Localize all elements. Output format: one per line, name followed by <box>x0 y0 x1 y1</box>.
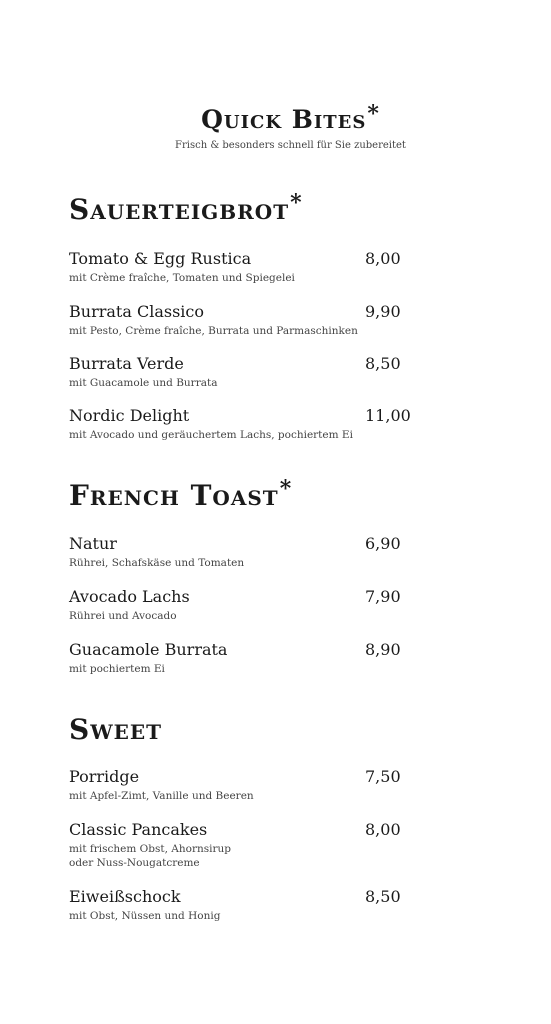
menu-header <box>0 101 551 151</box>
section-title: Sauerteigbrot* <box>69 190 303 226</box>
title-asterisk: * <box>367 101 380 127</box>
page-subtitle: Frisch & besonders schnell für Sie zubereitet <box>175 140 406 151</box>
item-description: Rührei, Schafskäse und Tomaten <box>69 557 245 569</box>
item-description: mit frischem Obst, Ahornsirup oder Nuss-Nougatcreme <box>69 843 231 869</box>
item-name: Guacamole Burrata <box>69 640 228 659</box>
item-name: Tomato & Egg Rustica <box>69 249 252 268</box>
item-price: 7,90 <box>365 587 401 606</box>
menu-item <box>69 820 409 870</box>
menu-item <box>69 406 409 442</box>
item-price: 8,00 <box>365 249 401 268</box>
menu-item <box>69 767 409 803</box>
item-name: Classic Pancakes <box>69 820 208 839</box>
menu-item <box>69 249 409 285</box>
section-asterisk: * <box>279 476 293 502</box>
item-price: 11,00 <box>365 406 411 425</box>
item-price: 9,90 <box>365 302 401 321</box>
item-price: 8,50 <box>365 354 401 373</box>
section-sweet <box>69 713 409 922</box>
section-french-toast <box>69 476 409 675</box>
item-price: 6,90 <box>365 534 401 553</box>
item-description: mit Obst, Nüssen und Honig <box>69 910 221 922</box>
item-description: mit Guacamole und Burrata <box>69 377 218 389</box>
item-price: 8,00 <box>365 820 401 839</box>
item-name: Burrata Verde <box>69 354 184 373</box>
menu-item <box>69 887 409 923</box>
item-name: Avocado Lachs <box>69 587 190 606</box>
item-description: mit Crème fraîche, Tomaten und Spiegelei <box>69 272 295 284</box>
menu-item <box>69 587 409 623</box>
item-name: Natur <box>69 534 117 553</box>
item-name: Eiweißschock <box>69 887 181 906</box>
item-name: Porridge <box>69 767 140 786</box>
menu-item <box>69 354 409 390</box>
page-title: Quick Bites* <box>201 101 380 134</box>
section-title: Sweet <box>69 713 163 746</box>
item-price: 7,50 <box>365 767 401 786</box>
section-sauerteigbrot <box>69 190 411 441</box>
item-description: mit Apfel-Zimt, Vanille und Beeren <box>69 790 254 802</box>
menu-item <box>69 302 409 338</box>
item-name: Burrata Classico <box>69 302 204 321</box>
item-description: Rührei und Avocado <box>69 610 177 622</box>
item-price: 8,90 <box>365 640 401 659</box>
section-asterisk: * <box>290 190 303 216</box>
item-description: mit pochiertem Ei <box>69 663 165 675</box>
menu-item <box>69 534 409 570</box>
item-description: mit Pesto, Crème fraîche, Burrata und Parmaschinken <box>69 325 358 337</box>
menu-item <box>69 640 409 676</box>
item-name: Nordic Delight <box>69 406 190 425</box>
section-title: French Toast* <box>69 476 293 512</box>
item-price: 8,50 <box>365 887 401 906</box>
item-description: mit Avocado und geräuchertem Lachs, pochiertem Ei <box>69 429 353 441</box>
